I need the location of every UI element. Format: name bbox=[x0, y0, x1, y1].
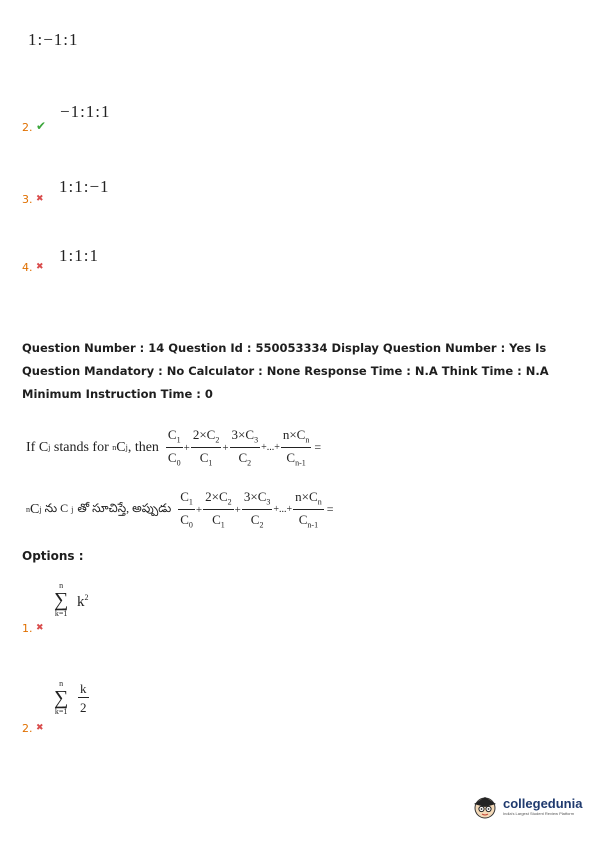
superscript: n bbox=[26, 505, 30, 515]
superscript: n bbox=[112, 443, 117, 453]
symbol: C bbox=[30, 501, 40, 517]
fraction-term: $\frac{n\times C_n}{C_{n-1}}$ bbox=[282, 427, 310, 468]
ellipsis: +...+ bbox=[261, 442, 280, 454]
cross-icon: ✖ bbox=[36, 723, 44, 733]
option-text: 1:−1:1 bbox=[28, 30, 79, 49]
telugu-text: ను C bbox=[44, 501, 69, 516]
option-text: 1:1:−1 bbox=[59, 177, 110, 196]
ellipsis: +...+ bbox=[273, 504, 293, 516]
equals-sign: = bbox=[326, 502, 334, 517]
options-label: Options : bbox=[22, 549, 84, 563]
option-item bbox=[22, 582, 142, 642]
option-text: −1:1:1 bbox=[60, 102, 111, 121]
telugu-text: తో సూచిస్తే, అప్పుడు bbox=[77, 501, 172, 516]
question-text-telugu bbox=[26, 490, 333, 529]
fraction-term: $\frac{3\times C_3}{C_2}$ bbox=[231, 427, 259, 468]
summation: n ∑ k=1 bbox=[54, 581, 69, 618]
option-number: 3. bbox=[22, 193, 33, 206]
question-prefix: If C bbox=[26, 439, 49, 455]
question-meta: Question Number : 14 Question Id : 550053334 Display Question Number : Yes Is Question Mandatory : No Calculator : None Response Time : N.A Think Time : N.A Minimum Instruction Time : 0 bbox=[22, 341, 549, 401]
question-then: , then bbox=[127, 439, 159, 455]
option-number: 4. bbox=[22, 261, 33, 274]
fraction-term: $\frac{C_1}{C_0}$ bbox=[180, 489, 193, 530]
equals-sign: = bbox=[314, 440, 322, 455]
cross-icon: ✖ bbox=[36, 262, 44, 272]
collegedunia-logo bbox=[470, 792, 582, 822]
option-text: 1:1:1 bbox=[59, 246, 99, 265]
check-icon: ✔ bbox=[36, 119, 47, 133]
plus-sign: + bbox=[234, 503, 241, 516]
plus-sign: + bbox=[195, 503, 203, 516]
logo-tagline: India's Largest Student Review Platform bbox=[503, 811, 575, 816]
question-text-english bbox=[26, 428, 321, 467]
summand: $k^2$ bbox=[77, 593, 89, 610]
cross-icon: ✖ bbox=[36, 623, 44, 633]
fraction-term: $\frac{3\times C_3}{C_2}$ bbox=[243, 489, 271, 530]
symbol: C bbox=[116, 439, 126, 455]
subscript: j bbox=[71, 505, 74, 515]
option-number: 2. bbox=[22, 722, 33, 735]
option-item bbox=[22, 680, 142, 740]
cross-icon: ✖ bbox=[36, 194, 44, 204]
summand-fraction: $\frac{k}{2}$ bbox=[80, 681, 87, 715]
fraction-term: $\frac{2\times C_2}{C_1}$ bbox=[192, 427, 220, 468]
option-number: 2. bbox=[22, 121, 33, 134]
summation: n ∑ k=1 bbox=[54, 679, 69, 716]
fraction-term: $\frac{2\times C_2}{C_1}$ bbox=[205, 489, 232, 530]
option-number: 1. bbox=[22, 622, 33, 635]
plus-sign: + bbox=[183, 441, 190, 454]
plus-sign: + bbox=[222, 441, 229, 454]
logo-name: collegedunia bbox=[503, 796, 583, 811]
subscript: j bbox=[39, 505, 42, 515]
subscript: j bbox=[125, 443, 128, 453]
question-stands-for: stands for bbox=[50, 439, 113, 455]
subscript: j bbox=[48, 443, 51, 453]
mascot-icon bbox=[470, 792, 500, 822]
fraction-term: $\frac{n\times C_n}{C_{n-1}}$ bbox=[295, 489, 322, 530]
fraction-term: $\frac{C_1}{C_0}$ bbox=[167, 427, 181, 468]
